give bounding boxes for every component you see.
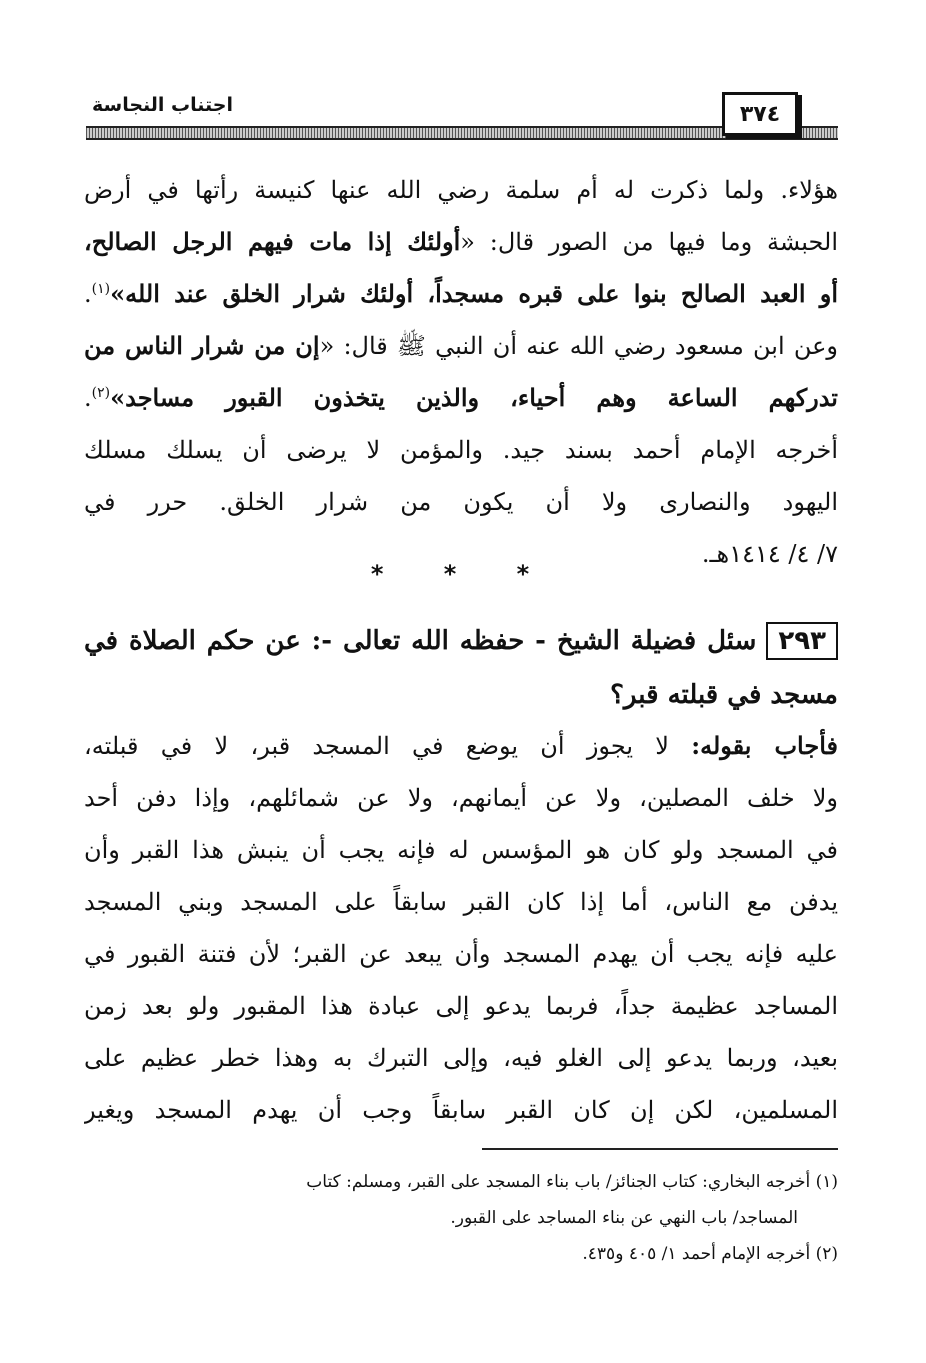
footnote-1: (١) أخرجه البخاري: كتاب الجنائز/ باب بناء المسجد على القبر، ومسلم: كتاب bbox=[306, 1172, 838, 1192]
text-line: الحبشة وما فيها من الصور قال: «أولئك إذا مات فيهم الرجل الصالح، bbox=[84, 227, 838, 256]
section-separator: * * * bbox=[370, 560, 556, 588]
footnote-ref: (٢) bbox=[91, 385, 111, 401]
text-line: عليه فإنه يجب أن يهدم المسجد وأن يبعد عن القبر؛ لأن فتنة القبور في bbox=[84, 940, 838, 968]
text-line: اليهود والنصارى ولا أن يكون من شرار الخلق. حرر في bbox=[84, 488, 838, 516]
question-heading bbox=[84, 614, 838, 722]
page-number: ٣٧٤ bbox=[722, 92, 798, 136]
hadith-text: إن من شرار الناس من bbox=[84, 331, 320, 360]
footnotes bbox=[84, 1164, 838, 1272]
text-line: وعن ابن مسعود رضي الله عنه أن النبي ﷺ قال: «إن من شرار الناس من bbox=[84, 331, 838, 360]
answer-lead: فأجاب بقوله: bbox=[691, 731, 838, 760]
question-number: ٢٩٣ bbox=[766, 622, 838, 660]
text-line: المسلمين، لكن إن كان القبر سابقاً وجب أن يهدم المسجد ويغير bbox=[84, 1096, 838, 1124]
text-line: ولا خلف المصلين، ولا عن أيمانهم، ولا عن شمائلهم، وإذا دفن أحد bbox=[84, 784, 838, 812]
text-line: يدفن مع الناس، أما إذا كان القبر سابقاً على المسجد وبني المسجد bbox=[84, 888, 838, 916]
hadith-text: أولئك إذا مات فيهم الرجل الصالح، bbox=[84, 227, 461, 256]
text-line: بعيد، وربما يدعو إلى الغلو فيه، وإلى التبرك به وهذا خطر عظيم على bbox=[84, 1044, 838, 1072]
date-line: ٧/ ٤/ ١٤١٤هـ. bbox=[701, 540, 838, 568]
footnote-divider bbox=[482, 1148, 838, 1150]
hadith-text: تدركهم الساعة وهم أحياء، والذين يتخذون القبور مساجد» bbox=[110, 383, 838, 412]
running-title: اجتناب النجاسة bbox=[86, 94, 239, 116]
hadith-text: أو العبد الصالح بنوا على قبره مسجداً، أولئك شرار الخلق عند الله» bbox=[110, 279, 838, 308]
text-line: المساجد عظيمة جداً، فربما يدعو إلى عبادة هذا المقبور ولو بعد زمن bbox=[84, 992, 838, 1020]
text-line: فأجاب بقوله: لا يجوز أن يوضع في المسجد قبر، لا في قبلته، bbox=[84, 731, 838, 760]
page-header bbox=[86, 92, 838, 140]
question-line: مسجد في قبلته قبر؟ bbox=[610, 680, 838, 710]
text-line: في المسجد ولو كان هو المؤسس له فإنه يجب أن ينبش هذا القبر وأن bbox=[84, 836, 838, 864]
footnote-ref: (١) bbox=[91, 281, 111, 297]
text-line: أو العبد الصالح بنوا على قبره مسجداً، أولئك شرار الخلق عند الله»$^{(١)}$. bbox=[84, 279, 838, 308]
footnote-1-cont: المساجد/ باب النهي عن بناء المساجد على القبور. bbox=[450, 1208, 798, 1228]
text-line: أخرجه الإمام أحمد بسند جيد. والمؤمن لا يرضى أن يسلك مسلك bbox=[84, 436, 838, 464]
answer-text bbox=[84, 720, 838, 1136]
body-text-top bbox=[84, 164, 838, 580]
footnote-2: (٢) أخرجه الإمام أحمد ١/ ٤٠٥ و٤٣٥. bbox=[582, 1244, 838, 1264]
question-line: ٢٩٣سئل فضيلة الشيخ - حفظه الله تعالى -: عن حكم الصلاة في bbox=[84, 614, 838, 668]
text-line: تدركهم الساعة وهم أحياء، والذين يتخذون القبور مساجد»$^{(٢)}$. bbox=[84, 383, 838, 412]
text-line: هؤلاء. ولما ذكرت له أم سلمة رضي الله عنها كنيسة رأتها في أرض bbox=[84, 176, 838, 204]
